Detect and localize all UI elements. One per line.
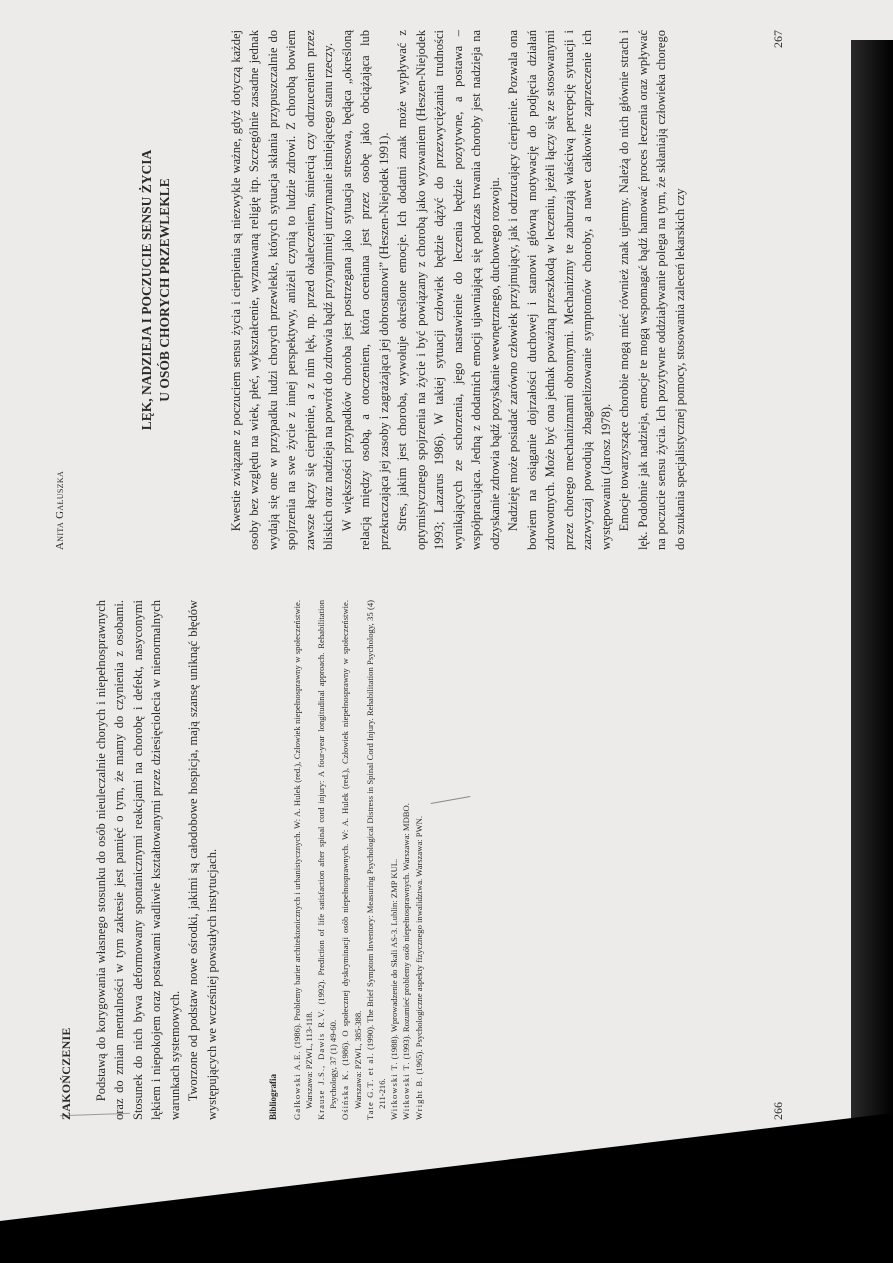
- bibliography-list: [291, 600, 425, 1120]
- title-line: LĘK, NADZIEJA I POCZUCIE SENSU ŻYCIA: [139, 149, 155, 431]
- bibliography-entry: [400, 600, 412, 1120]
- article-title: [138, 30, 174, 550]
- paragraph: Tworzone od podstaw nowe ośrodki, jakimi są całodobowe hospicja, mają szansę uniknąć błędów występujących we wcześniej powstałych instytucjach.: [186, 600, 219, 1120]
- bib-author: Krause J.S., Dawis R.V.: [315, 1008, 326, 1120]
- bib-author: Tate G.T. et al.: [364, 1052, 375, 1120]
- pen-mark: [431, 796, 471, 804]
- bibliography-entry: [413, 600, 425, 1120]
- scanner-shadow-right: [851, 40, 893, 1263]
- paragraph: Kwestie związane z poczuciem sensu życia i cierpienia są niezwykle ważne, gdyż dotyczą każdej osoby bez względu na wiek, płeć, wykształcenie, wyznawaną religię itp. Szczególnie zasadne jednak wydają się one w przypadku ludzi chorych przewlekle, których sytuacja skłania przypuszczalnie do spojrzenia na swe życie z innej perspektywy, aniżeli czynią to ludzie zdrowi. Z chorobą bowiem zawsze łączy się cierpienie, a z nim lęk, np. przed okaleczeniem, śmiercią czy odrzuceniem przez bliskich oraz nadzieja na powrót do zdrowia bądź przynajmniej utrzymanie istniejącego stanu rzeczy.: [228, 30, 336, 550]
- page-number: 266: [771, 1102, 785, 1120]
- article-author: Anita Gałuszka: [54, 470, 66, 550]
- title-line: U OSÓB CHORYCH PRZEWLEKLE: [157, 178, 173, 402]
- bib-text: (1965). Psychologiczne aspekty fizycznego inwalidztwa. Warszawa: PWN.: [413, 815, 424, 1075]
- left-page: [30, 600, 810, 1120]
- paragraph: Emocje towarzyszące chorobie mogą mieć również znak ujemny. Należą do nich głównie strach i lęk. Podobnie jak nadzieja, emocje te mogą wspomagać bądź hamować proces leczenia oraz wpływać na poczucie sensu życia. Ich pozytywne oddziaływanie polega na tym, że skłaniają człowieka chorego do szukania specjalistycznej pomocy, stosowania zaleceń lekarskich czy: [617, 30, 687, 550]
- bib-text: (1988). Wprowadzenie do Skali AS-3. Lublin: ZMP KUL.: [389, 858, 400, 1060]
- bibliography-heading: Bibliografia: [268, 1073, 279, 1120]
- bib-author: Wright B.: [413, 1076, 424, 1120]
- bib-author: Witkowski T.: [389, 1061, 400, 1120]
- bib-text: (1993). Rozumieć problemy osób niepełnosprawnych. Warszawa: MDBO.: [401, 803, 412, 1060]
- paragraph: Stres, jakim jest choroba, wywołuje określone emocje. Ich dodatni znak może wypływać z optymistycznego spojrzenia na życie i być powiązany z chorobą jako wyzwaniem (Heszen-Niejodek 1993; Lazarus 1986). W takiej sytuacji człowiek będzie dążyć do przezwyciężania trudności wynikających ze schorzenia, jego nastawienie do leczenia będzie pozytywne, a postawa – współpracująca. Jedną z dodatnich emocji ujawniającą się podczas trwania choroby jest nadzieja na odzyskanie zdrowia bądź pozyskanie wewnętrznego, duchowego rozwoju.: [395, 30, 502, 550]
- bib-author: Gałkowski A.E.: [291, 1050, 302, 1120]
- scanner-shadow-bottom: [0, 1113, 893, 1263]
- bibliography-entry: [291, 600, 315, 1120]
- bib-text: (1990). The Brief Symptom Inventory: Measuring Psychological Distress in Spinal Cord Injury. Rehabilitation Psychology, 35 (4) 211-216.: [364, 600, 387, 1109]
- bibliography-entry: [315, 600, 339, 1120]
- section-title: ZAKOŃCZENIE: [59, 1027, 73, 1120]
- bib-text: (1986). Problemy barier architektonicznych i urbanistycznych. W: A. Hulek (red.), Człowiek niepełnosprawny w społeczeństwie. Warszawa: PZWL, 113-118.: [291, 600, 314, 1109]
- bib-text: (1986). O społecznej dyskryminacji osób niepełnosprawnych. W: A. Hulek (red.), Człowiek niepełnosprawny w społeczeństwie. Warszawa: PZWL, 385-388.: [340, 600, 363, 1109]
- right-page: [30, 30, 810, 550]
- paragraph: Podstawą do korygowania własnego stosunku do osób nieuleczalnie chorych i niepełnosprawnych oraz do zmian mentalności w tym zakresie jest pamięć o tym, że mamy do czynienia z osobami. Stosunek do nich bywa deformowany spontanicznymi reakcjami na chorobę i defekt, nasyconymi lękiem i niepokojem oraz postawami wadliwie kształtowanymi przez dziesięciolecia w nienormalnych warunkach systemowych.: [93, 600, 182, 1120]
- paragraph: W większości przypadków choroba jest postrzegana jako sytuacja stresowa, będąca „określoną relacją między osobą, a otoczeniem, która oceniana jest przez osobę jako obciążająca lub przekraczająca jej zasoby i zagrażająca jej dobrostanowi” (Heszen-Niejodek 1991).: [339, 30, 391, 550]
- bib-text: (1992). Prediction of life satisfaction after spinal cord injury: A four-year longitudinal approach. Rehabilitation Psychology, 37 (1) 49-60.: [315, 600, 339, 1109]
- bib-author: Ośińska K.: [340, 1069, 351, 1120]
- paragraph: Nadzieję może posiadać zarówno człowiek przyjmujący, jak i odrzucający cierpienie. Pozwala ona bowiem na osiąganie dojrzałości duchowej i stanowi główną motywację do podjęcia działań zdrowotnych. Może być ona jednak poważną przeszkodą w leczeniu, jeżeli łączy się ze stosowanymi przez chorego mechanizmami obronnymi. Mechanizmy te zaburzają właściwą percepcję sytuacji i zazwyczaj powodują zbagatelizowanie symptomów choroby, a nawet całkowite zaprzeczenie ich występowaniu (Jarosz 1978).: [506, 30, 613, 550]
- book-spread: [30, 30, 810, 1120]
- bibliography-entry: [364, 600, 388, 1120]
- bibliography-entry: [339, 600, 363, 1120]
- bibliography-entry: [388, 600, 400, 1120]
- bib-author: Witkowski T.: [401, 1061, 412, 1120]
- page-number: 267: [771, 30, 785, 48]
